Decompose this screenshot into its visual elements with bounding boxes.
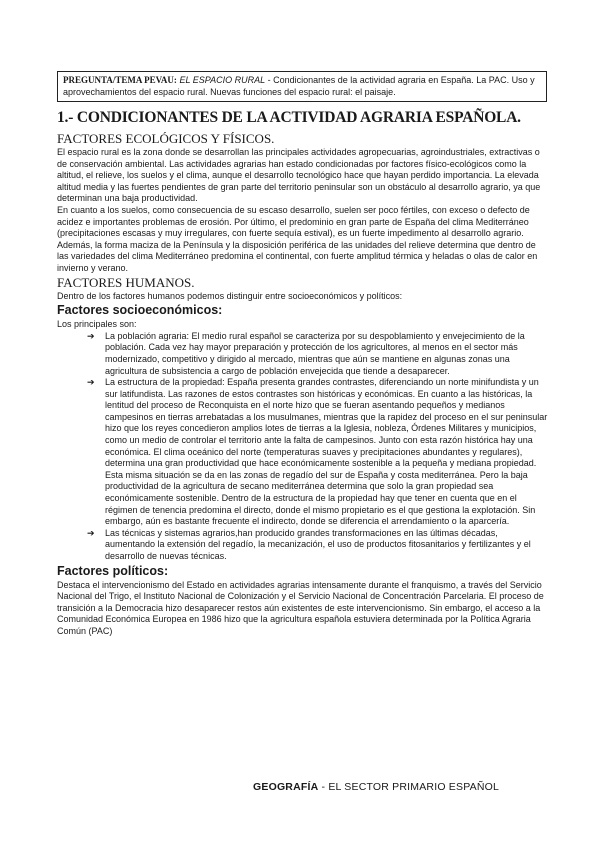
page-title: 1.- CONDICIONANTES DE LA ACTIVIDAD AGRARIA ESPAÑOLA. — [57, 109, 521, 126]
list-item — [87, 528, 549, 563]
paragraph-politicos: Destaca el intervencionismo del Estado en actividades agrarias intensamente durante el franquismo, a través del Servicio Nacional del Trigo, el Instituto Nacional de Colonización y el Servicio Nacional de Concentración Parcelaria. El proceso de transición a la Democracia hizo desaparecer restos aún existentes de este intervencionismo. Sin embargo, el acceso a la Comunidad Económica Europea en 1986 hizo que la agricultura española estuviera determinada por la Política Agraria Común (PAC) — [57, 579, 544, 636]
list-item-text: La estructura de la propiedad: España presenta grandes contrastes, diferenciando un norte minifundista y un sur latifundista. Las razones de estos contrastes son históricas y económicas. En cuanto a las históricas, la lentitud del proceso de Reconquista en el norte hizo que se fueran asentando pequeños y medianos campesinos en tierras arrebatadas a los musulmanes, mientras que la rapidez del proceso en el sur peninsular hizo que los reyes concedieron amplios lotes de tierras a la Iglesia, nobleza, Órdenes Militares y municipios, como un medio de controlar el territorio ante la falta de campesinos. Junto con esta razón histórica hay una económica. El clima oceánico del norte (temperaturas suaves y precipitaciones abundantes y regulares), determina una gran productividad que hace económicamente sostenible a la pequeña y mediana propiedad. Esta misma situación se da en las zonas de regadío del sur de España y costa mediterránea. Pero la baja productividad de la agricultura de secano mediterránea determina que solo la gran propiedad sea económicamente sostenible. Dentro de la estructura de la propiedad hay que tener en cuenta que en el régimen de tenencia predomina el directo, donde el mismo propietario es el que gestiona la explotación. Sin embargo, aún es bastante frecuente el indirecto, donde se diferencia el arrendamiento o la aparcería. — [105, 377, 548, 527]
paragraph-socioeconomicos-intro: Los principales son: — [57, 319, 137, 330]
document-body — [57, 109, 549, 638]
paragraph-humanos-intro: Dentro de los factores humanos podemos distinguir entre socioeconómicos y políticos: — [57, 290, 403, 301]
list-item-text: La población agraria: El medio rural español se caracteriza por su despoblamiento y envejecimiento de la población. Cada vez hay mayor preparación y protección de los agricultores, al menos en el sector más modernizado, competitivo y dirigido al mercado, mientras que aún se mantiene en algunas zonas una agricultura de subsistencia a cargo de población envejecida que tiende a desaparecer. — [105, 330, 525, 376]
footer-subject: GEOGRAFÍA — [253, 781, 319, 793]
question-box — [57, 71, 547, 102]
heading-factores-ecologicos: FACTORES ECOLÓGICOS Y FÍSICOS. — [57, 131, 275, 146]
list-item-text: Las técnicas y sistemas agrarios,han producido grandes transformaciones en las últimas décadas, aumentando la extensión del regadío, la mecanización, el uso de productos fitosanitarios y fertilizantes y el desarrollo de nuevas técnicas. — [105, 527, 531, 561]
heading-socioeconomicos: Factores socioeconómicos: — [57, 303, 223, 318]
question-text: - Condicionantes de la actividad agraria en España. La PAC. Uso y aprovechamientos del espacio rural. Nuevas funciones del espacio rural: el paisaje. — [63, 75, 535, 97]
question-topic: EL ESPACIO RURAL — [179, 75, 266, 85]
arrow-right-icon: ➔ — [87, 527, 95, 538]
heading-factores-humanos: FACTORES HUMANOS. — [57, 274, 195, 290]
page-footer — [253, 781, 499, 793]
question-label: PREGUNTA/TEMA PEVAU: — [63, 75, 177, 85]
heading-politicos: Factores políticos: — [57, 563, 169, 578]
list-item — [87, 377, 549, 528]
arrow-right-icon: ➔ — [87, 330, 95, 341]
arrow-right-icon: ➔ — [87, 377, 95, 388]
list-item — [87, 331, 549, 377]
paragraph-ecologicos-2: En cuanto a los suelos, como consecuencia de su escaso desarrollo, suelen ser poco fértiles, con exceso o defecto de acidez e importantes problemas de erosión. Por último, el predominio en gran parte de España del clima Mediterráneo (precipitaciones escasas y muy irregulares, con fuerte sequía estival), es un fuerte impedimento al desarrollo agrario. Además, la forma maciza de la Península y la disposición periférica de las unidades del relieve determina que dentro de las variedades del clima Mediterráneo predomina el continental, con fuerte amplitud térmica y heladas o olas de calor en invierno y verano. — [57, 204, 538, 273]
paragraph-ecologicos-1: El espacio rural es la zona donde se desarrollan las principales actividades agropecuarias, agroindustriales, extractivas o de conservación ambiental. Las actividades agrarias han estado condicionadas por factores físico-ecológicos como la altitud, el relieve, los suelos y el clima, aunque el desarrollo tecnológico hace que hayan perdido importancia. La elevada altitud media y las fuertes pendientes de gran parte del territorio peninsular son un obstáculo al desarrollo agrario, ya que determinan una baja productividad. — [57, 147, 541, 204]
socioeconomicos-list — [57, 331, 549, 563]
footer-rest: - EL SECTOR PRIMARIO ESPAÑOL — [318, 781, 500, 793]
